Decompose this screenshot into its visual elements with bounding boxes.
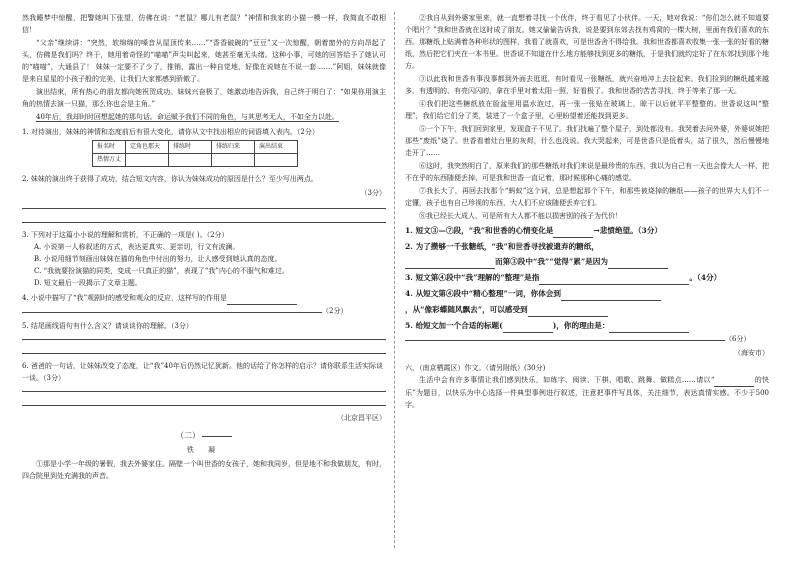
answer-blank[interactable] (539, 272, 689, 285)
title-blank[interactable] (503, 320, 553, 333)
score-note: （2分） (322, 307, 348, 315)
paragraph: “父亲”继续讲：“突然，软绵绵的嗓音从屋顶传来……”“香香破碗的“豆豆”又一次惊醒，朝着窗外的方向昂起了头，仿佛是我们吗？终于，她用着奇怪的“喵喵”声尖叫起来，她甚至毫无头绪。这种小事，可她的回答给予了她认可的“喵喵”，大通县了！ 妹妹一定要不了少了，推销，露出一种自觉地，好像在说她在不说一套 ……”阿姐，妹妹就像是来自星星的小孩子般的完美，让我们大家都感到骄傲了。 (22, 39, 386, 83)
question-4 (405, 288, 769, 301)
essay-prompt-2: 的快乐”为题目，以快乐为中心选择一件典型事例进行叙述，注意把事件写具体，关注细节，表达真情实感。不少于500字。 (405, 376, 770, 409)
option-d: D. 短文最后一段揭示了文章主题。 (34, 279, 142, 287)
paragraph: ⑧我已经长大成人，可是所有大人都不能以损害别的孩子为代价！ (419, 212, 622, 220)
question-5 (405, 320, 769, 333)
paragraph: ⑤一个下午，我们回到家里，发现盒子不见了。我们找遍了整个屋子，到处都没有。我哭着去问外婆，外婆说她把那些“废纸”烧了。世香看着灶台里的灰烬，什么也没说。我大哭起来，可是世香只是低着头，站了很久，然后慢慢地走开了…… (405, 125, 769, 157)
answer-line[interactable] (22, 398, 386, 406)
score-note: （6分） (725, 335, 751, 343)
table-cell: 报名时 (93, 141, 126, 154)
question-2-text: 2. 为了攒够一千张糖纸，“我”和世香寻找被遗弃的糖纸， (405, 242, 599, 251)
question-2-cont (405, 256, 769, 269)
score-note: （3分） (360, 189, 386, 197)
question-2-tail: 而第③段中“我”“觉得”累”是因为 (495, 257, 608, 266)
answer-blank[interactable] (561, 288, 661, 301)
left-page (22, 12, 386, 483)
question-1: 1. 对待演出，妹妹的神情和态度前后有很大变化，请你从文中找出相应的词语填入表内。（2分） (22, 128, 319, 136)
source-note: （北京昌平区） (337, 414, 386, 422)
option-b: B. 小说用细节刻画出妹妹在猫的角色中付出的努力，让人感受到她认真的态度。 (34, 255, 282, 263)
answer-line[interactable] (405, 333, 725, 341)
essay-prompt (405, 374, 769, 411)
question-4-cont (405, 304, 769, 317)
table-cell: 排练归来 (212, 141, 255, 154)
section-six: 六、（南京栖霞区）作文。（请另附纸）(30分) (405, 364, 546, 372)
answer-blank[interactable] (528, 304, 608, 317)
table-blank[interactable] (212, 154, 255, 167)
paragraph: ②我自从到外婆家里来，就一直想着寻找一个伙伴，终于看见了小伙伴。一天，她对我说：“你们怎么就不知道要个唱片？”我和世香就在这时成了朋友。她又偷偷告诉我，说是要到东郊去找有鸡窝的一棵大树，里面有我们喜欢的东西。那糖纸上贴满着各种形状的图样，我看了就喜欢，可是世香舍不得给我。我和世香都喜欢收集一张一张的好看的糖纸，然后把它们夹在一本书里。世香说不知道在什么地方能够找到更多的糖纸，于是我们就约定好了在东郊找到那个地方。 (405, 14, 769, 70)
paragraph: ③以此我和世香有事没事都到外面去逛逛，有时看见一张糖纸，就兴奋地冲上去捡起来。我们捡到的糖纸越来越多，有透明的、有亮闪闪的，拿在手里对着太阳一照，好看极了。我和世香的苦苦寻找，终于等来了那一天。 (405, 75, 769, 95)
source-note: （海安市） (734, 349, 769, 357)
section-heading (22, 430, 386, 442)
answer-blank[interactable] (609, 320, 689, 333)
table-blank[interactable] (126, 154, 169, 167)
question-4-tail: ，从“像彩蝶随风飘去”，可以感受到 (405, 305, 528, 314)
paragraph: ⑦我长大了，再回去找那个“蚂蚁”这个词，总是想起那个下午，和那些被烧掉的糖纸——孩子的世界大人们不一定懂，孩子也有自己珍视的东西，大人们不应该随便丢弃它们。 (405, 187, 769, 207)
option-a: A. 小说第一人称叙述的方式，表达更真实、更亲切，行文有波澜。 (34, 243, 240, 251)
question-3 (405, 272, 769, 285)
answer-line[interactable] (22, 346, 386, 354)
paragraph: ④我们把这些糖纸放在脸盆里用温水泡过，再一张一张贴在玻璃上，晾干以后就平平整整的。世香说这叫“整理”，我们给它们分了类，装进了一个盒子里，心里盼望着还能找到更多。 (405, 100, 769, 120)
answer-line[interactable] (22, 332, 386, 340)
table-cell: 定角色那天 (126, 141, 169, 154)
paragraph: ⑥这时，我突然明白了，原来我们的那些糖纸对我们来说是最珍贵的东西，我以为自己有一天也会像大人一样，把不在乎的东西随便丢掉，可是我和世香一直记着，那时候那种心痛的感觉。 (405, 162, 769, 182)
question-3-text: 3. 短文第④段中“我”理解的“整理”是指 (405, 273, 540, 282)
answer-blank[interactable] (227, 292, 297, 305)
table-cell: 热情万丈 (93, 154, 126, 167)
option-c: C. “我就要扮演猫的同类，变成一只真正的猫”，表现了“我”内心的不服气和难过。 (34, 267, 289, 275)
question-5: 5. 结尾画线语句有什么含义？请谈谈你的理解。（3分） (22, 322, 193, 330)
paragraph (22, 111, 386, 123)
table-cell: 演出结束 (255, 141, 298, 154)
answer-line[interactable] (22, 215, 386, 223)
question-4 (22, 292, 386, 305)
answer-table (92, 140, 298, 167)
page-divider (394, 12, 395, 548)
answer-line[interactable] (22, 305, 322, 313)
question-5-tail: )，你的理由是： (552, 321, 610, 330)
answer-blank[interactable] (553, 225, 593, 238)
question-1 (405, 225, 769, 238)
question-3: 3. 下列对于这篇小小说的理解和赏析，不正确的一项是( )。（2分） (22, 231, 229, 239)
answer-line[interactable] (22, 201, 386, 209)
question-4-text: 4. 小说中描写了“我”观剧时的感受和观众的反应，这样写的作用是 (22, 294, 228, 302)
question-1-tail: →悲愤绝望。（3分） (593, 226, 663, 235)
answer-blank[interactable] (608, 256, 668, 269)
question-6: 6. 爸爸的一句话，让妹妹改变了态度，让“我”40年后仍然记忆犹新。他的话给了你怎样的启示？请你联系生活实际谈一谈。（3分） (22, 362, 383, 382)
title-blank[interactable] (202, 436, 232, 437)
question-2 (405, 241, 769, 253)
paragraph: 演出结束，所有热心的朋友都向她祝贺成功。妹妹兴奋极了，她激动地告诉我，自己终于明白了：“如果你用演主角的热情去演一只猫，那么你也会是主角。” (22, 88, 386, 108)
essay-prompt-1: 生活中会有许多事情让我们感到快乐，如练字、阅读、下棋、唱歌、跳舞、做糕点……请以“ (419, 376, 715, 384)
underlined-sentence: 40年后，我却时时回想起她的那句话。命运赋予我们不同的角色，与其思考无人，不如全力以赴。 (36, 113, 339, 121)
section-number: （二） (176, 431, 200, 440)
score-note: 。（4分） (689, 273, 722, 282)
paragraph: 然我睡梦中惊醒，把警她叫下张望，仿佛在说：“老鼠？哪儿有老鼠？”神情和我家的小猫一模一样，我简直不敢相信！ (22, 14, 386, 34)
essay-title-blank[interactable] (714, 374, 754, 387)
table-blank[interactable] (255, 154, 298, 167)
question-2: 2. 妹妹的演出终于获得了成功，结合短文内容，你认为妹妹成功的原因是什么？至少写出两点。 (22, 175, 318, 183)
author: 铁 凝 (186, 446, 222, 454)
table-cell: 排练时 (169, 141, 212, 154)
answer-blank[interactable] (405, 256, 495, 269)
paragraph: ①那是小学一年级的暑假，我去外婆家住。隔壁一个叫世香的女孩子，她和我同岁，但是地不和我做朋友，有时，四合院里到处充满我的声音。 (22, 460, 386, 480)
question-5-text: 5. 给短文加一个合适的标题( (405, 321, 503, 330)
question-4-text: 4. 从短文第④段中“精心整理”一词，你体会到 (405, 289, 561, 298)
answer-line[interactable] (22, 384, 386, 392)
table-blank[interactable] (169, 154, 212, 167)
question-1-text: 1. 短文③—⑦段，“我”和世香的心情变化是 (405, 226, 554, 235)
right-page (405, 12, 769, 412)
